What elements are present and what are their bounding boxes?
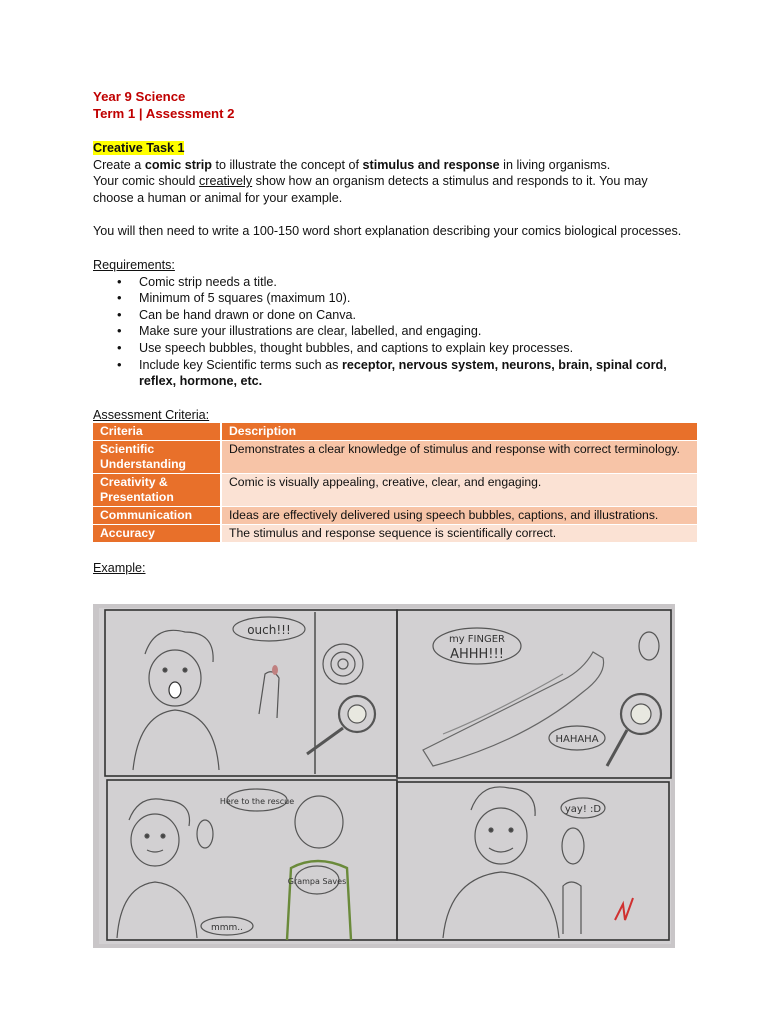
example-comic-image bbox=[93, 604, 675, 948]
description-cell: The stimulus and response sequence is scientifically correct. bbox=[221, 525, 697, 543]
description-cell: Comic is visually appealing, creative, clear, and engaging. bbox=[221, 474, 697, 507]
comic-text-hahaha: HAHAHA bbox=[555, 734, 599, 745]
criteria-cell: Creativity & Presentation bbox=[93, 474, 221, 507]
comic-text-yay: yay! :D bbox=[564, 804, 602, 815]
criteria-heading: Assessment Criteria: bbox=[93, 407, 210, 422]
criteria-cell: Accuracy bbox=[93, 525, 221, 543]
list-item: • Can be hand drawn or done on Canva. bbox=[139, 307, 683, 324]
text-run-bold: stimulus and response bbox=[362, 157, 500, 172]
column-header: Description bbox=[221, 423, 697, 441]
text-run-underline: creatively bbox=[198, 174, 253, 189]
comic-text-finger: my FINGER bbox=[448, 634, 506, 645]
list-item bbox=[139, 357, 683, 390]
table-row bbox=[93, 507, 697, 525]
text-run-bold: comic strip bbox=[144, 157, 212, 172]
task-description bbox=[93, 157, 683, 207]
table-header-row bbox=[93, 423, 697, 441]
requirements-heading: Requirements: bbox=[93, 257, 175, 272]
comic-text-mmm: mmm.. bbox=[210, 923, 244, 933]
table-row bbox=[93, 441, 697, 474]
document-body bbox=[93, 88, 683, 577]
criteria-cell: Communication bbox=[93, 507, 221, 525]
list-item: • Minimum of 5 squares (maximum 10). bbox=[139, 290, 683, 307]
explanation-paragraph: You will then need to write a 100-150 word short explanation describing your comics biological processes. bbox=[93, 224, 682, 239]
description-cell: Ideas are effectively delivered using speech bubbles, captions, and illustrations. bbox=[221, 507, 697, 525]
year-subject-heading: Year 9 Science bbox=[93, 89, 186, 104]
column-header: Criteria bbox=[93, 423, 221, 441]
example-heading: Example: bbox=[93, 561, 146, 576]
text-run: to illustrate the concept of bbox=[212, 157, 363, 172]
list-item: • Make sure your illustrations are clear, labelled, and engaging. bbox=[139, 323, 683, 340]
table-row bbox=[93, 525, 697, 543]
description-cell: Demonstrates a clear knowledge of stimulus and response with correct terminology. bbox=[221, 441, 697, 474]
term-assessment-heading: Term 1 | Assessment 2 bbox=[93, 106, 235, 121]
text-run: in living organisms. bbox=[499, 157, 611, 172]
comic-text-ahhh: AHHH!!! bbox=[450, 647, 504, 662]
comic-sketch bbox=[93, 604, 675, 948]
text-run: Include key Scientific terms such as bbox=[139, 357, 342, 372]
task-title-line bbox=[93, 140, 683, 157]
text-run: Create a bbox=[93, 157, 145, 172]
list-item: • Comic strip needs a title. bbox=[139, 274, 683, 291]
text-run: Your comic should bbox=[93, 174, 199, 189]
comic-text-rescue: Here to the rescue bbox=[219, 797, 295, 806]
list-item: • Use speech bubbles, thought bubbles, and captions to explain key processes. bbox=[139, 340, 683, 357]
table-row bbox=[93, 474, 697, 507]
comic-text-ouch: ouch!!! bbox=[247, 623, 291, 637]
text-run: show how an organism detects a stimulus and responds to it. You may choose a human or animal for your example. bbox=[93, 174, 648, 205]
requirements-list bbox=[93, 274, 683, 390]
task-title: Creative Task 1 bbox=[93, 141, 185, 155]
criteria-cell: Scientific Understanding bbox=[93, 441, 221, 474]
criteria-table bbox=[93, 423, 697, 543]
comic-text-grampa: Grampa Saves bbox=[287, 877, 347, 886]
text-run-bold: receptor, nervous system, neurons, brain, spinal cord, reflex, hormone, etc. bbox=[139, 357, 667, 389]
